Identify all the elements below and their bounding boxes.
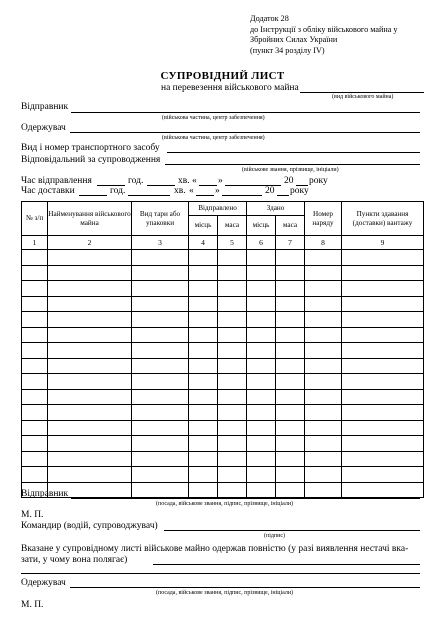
table-cell[interactable] bbox=[247, 358, 276, 374]
table-cell[interactable] bbox=[189, 281, 218, 297]
header-delivered-mass: маса bbox=[276, 216, 305, 236]
table-cell[interactable] bbox=[132, 343, 189, 359]
table-cell[interactable] bbox=[132, 265, 189, 281]
table-cell[interactable] bbox=[48, 281, 132, 297]
table-cell[interactable] bbox=[247, 451, 276, 467]
table-cell[interactable] bbox=[342, 482, 424, 498]
header-points: Пункти здавання (доставки) вантажу bbox=[342, 202, 424, 236]
table-cell[interactable] bbox=[189, 312, 218, 328]
escort-field[interactable] bbox=[165, 164, 420, 165]
table-cell[interactable] bbox=[247, 436, 276, 452]
table-cell[interactable] bbox=[218, 312, 247, 328]
table-cell[interactable] bbox=[247, 374, 276, 390]
table-cell[interactable] bbox=[276, 389, 305, 405]
statement-line1: Вказане у супровідному листі військове майно одержав повністю (у разі виявлення нестачі вка- bbox=[21, 544, 409, 554]
column-number: 5 bbox=[218, 236, 247, 250]
delivery-minute-field[interactable] bbox=[128, 195, 170, 196]
document-title: СУПРОВІДНИЙ ЛИСТ bbox=[160, 70, 285, 82]
table-cell[interactable] bbox=[276, 343, 305, 359]
property-type-field[interactable] bbox=[300, 92, 424, 93]
table-cell[interactable] bbox=[132, 389, 189, 405]
statement-field[interactable] bbox=[153, 564, 420, 565]
table-cell[interactable] bbox=[22, 312, 48, 328]
quote-close: » bbox=[215, 186, 220, 196]
column-number: 7 bbox=[276, 236, 305, 250]
table-cell[interactable] bbox=[48, 405, 132, 421]
header-delivered: Здано bbox=[247, 202, 305, 216]
table-cell[interactable] bbox=[305, 358, 342, 374]
table-cell[interactable] bbox=[22, 451, 48, 467]
table-cell[interactable] bbox=[218, 389, 247, 405]
table-cell[interactable] bbox=[132, 405, 189, 421]
table-row bbox=[22, 405, 424, 421]
table-cell[interactable] bbox=[276, 281, 305, 297]
footer-sender-hint: (посада, військове звання, підпис, прізвище, ініціали) bbox=[156, 501, 294, 507]
table-cell[interactable] bbox=[22, 327, 48, 343]
table-cell[interactable] bbox=[276, 327, 305, 343]
table-cell[interactable] bbox=[48, 343, 132, 359]
quote-open: « bbox=[189, 186, 194, 196]
appendix-line: Збройних Силах України bbox=[250, 35, 338, 44]
table-cell[interactable] bbox=[247, 265, 276, 281]
header-name: Найменування військового майна bbox=[48, 202, 132, 236]
column-number: 2 bbox=[48, 236, 132, 250]
column-number: 8 bbox=[305, 236, 342, 250]
delivery-month-field[interactable] bbox=[222, 195, 262, 196]
table-cell[interactable] bbox=[132, 482, 189, 498]
table-cell[interactable] bbox=[48, 467, 132, 483]
minute-label: хв. bbox=[178, 176, 190, 186]
table-cell[interactable] bbox=[305, 265, 342, 281]
departure-label: Час відправлення bbox=[21, 176, 92, 186]
table-cell[interactable] bbox=[189, 482, 218, 498]
table-cell[interactable] bbox=[342, 312, 424, 328]
delivery-label: Час доставки bbox=[21, 186, 75, 196]
appendix-line: Додаток 28 bbox=[250, 14, 289, 23]
table-row bbox=[22, 451, 424, 467]
table-cell[interactable] bbox=[189, 250, 218, 266]
table-cell[interactable] bbox=[22, 405, 48, 421]
quote-open: « bbox=[192, 176, 197, 186]
table-row bbox=[22, 467, 424, 483]
table-row bbox=[22, 436, 424, 452]
receiver-hint: (військова частина, центр забезпечення) bbox=[162, 135, 265, 141]
table-cell[interactable] bbox=[276, 374, 305, 390]
table-cell[interactable] bbox=[342, 436, 424, 452]
delivery-day-field[interactable] bbox=[196, 195, 214, 196]
table-cell[interactable] bbox=[22, 265, 48, 281]
table-cell[interactable] bbox=[132, 374, 189, 390]
footer-receiver-field[interactable] bbox=[70, 587, 420, 588]
table-cell[interactable] bbox=[189, 358, 218, 374]
table-cell[interactable] bbox=[342, 343, 424, 359]
table-row bbox=[22, 482, 424, 498]
table-cell[interactable] bbox=[189, 436, 218, 452]
table-cell[interactable] bbox=[342, 374, 424, 390]
table-cell[interactable] bbox=[276, 405, 305, 421]
header-sent: Відправлено bbox=[189, 202, 247, 216]
year-label: року bbox=[309, 176, 328, 186]
footer-receiver-hint: (посада, військове звання, підпис, прізвище, ініціали) bbox=[156, 590, 294, 596]
table-cell[interactable] bbox=[276, 265, 305, 281]
table-cell[interactable] bbox=[22, 281, 48, 297]
table-cell[interactable] bbox=[189, 296, 218, 312]
statement-line2: зати, у чому вона полягає) bbox=[21, 555, 128, 565]
table-cell[interactable] bbox=[22, 420, 48, 436]
table-cell[interactable] bbox=[342, 327, 424, 343]
table-cell[interactable] bbox=[218, 250, 247, 266]
table-cell[interactable] bbox=[132, 420, 189, 436]
table-cell[interactable] bbox=[276, 312, 305, 328]
table-row bbox=[22, 389, 424, 405]
property-type-hint: (вид військового майна) bbox=[332, 94, 394, 100]
year-prefix: 20 bbox=[265, 186, 275, 196]
table-cell[interactable] bbox=[22, 436, 48, 452]
stamp-place-label: М. П. bbox=[21, 510, 44, 520]
table-cell[interactable] bbox=[247, 296, 276, 312]
table-cell[interactable] bbox=[276, 296, 305, 312]
table-cell[interactable] bbox=[218, 482, 247, 498]
table-cell[interactable] bbox=[218, 436, 247, 452]
table-row bbox=[22, 296, 424, 312]
table-cell[interactable] bbox=[247, 482, 276, 498]
delivery-hour-field[interactable] bbox=[79, 195, 107, 196]
commander-hint: (підпис) bbox=[264, 533, 286, 539]
footer-sender-label: Відправник bbox=[21, 489, 69, 499]
table-cell[interactable] bbox=[132, 296, 189, 312]
table-cell[interactable] bbox=[305, 327, 342, 343]
table-cell[interactable] bbox=[48, 250, 132, 266]
table-cell[interactable] bbox=[48, 420, 132, 436]
delivery-year-field[interactable] bbox=[277, 195, 289, 196]
table-cell[interactable] bbox=[305, 482, 342, 498]
column-number: 3 bbox=[132, 236, 189, 250]
table-row bbox=[22, 358, 424, 374]
table-cell[interactable] bbox=[305, 436, 342, 452]
table-cell[interactable] bbox=[132, 451, 189, 467]
table-cell[interactable] bbox=[276, 467, 305, 483]
table-cell[interactable] bbox=[247, 250, 276, 266]
table-cell[interactable] bbox=[48, 389, 132, 405]
header-sent-places: місць bbox=[189, 216, 218, 236]
table-cell[interactable] bbox=[48, 358, 132, 374]
table-cell[interactable] bbox=[276, 482, 305, 498]
table-cell[interactable] bbox=[342, 281, 424, 297]
footer-sender-field[interactable] bbox=[71, 498, 420, 499]
column-number: 1 bbox=[22, 236, 48, 250]
table-cell[interactable] bbox=[342, 358, 424, 374]
table-row bbox=[22, 374, 424, 390]
cargo-table bbox=[21, 201, 424, 498]
table-cell[interactable] bbox=[48, 451, 132, 467]
receiver-field[interactable] bbox=[70, 132, 420, 133]
table-cell[interactable] bbox=[247, 281, 276, 297]
table-cell[interactable] bbox=[132, 436, 189, 452]
header-order: Номер наряду bbox=[305, 202, 342, 236]
departure-minute-field[interactable] bbox=[147, 185, 175, 186]
statement-extra-field[interactable] bbox=[21, 573, 420, 574]
table-cell[interactable] bbox=[189, 389, 218, 405]
header-sent-mass: маса bbox=[218, 216, 247, 236]
table-row bbox=[22, 343, 424, 359]
stamp-place-label-2: М. П. bbox=[21, 600, 44, 610]
table-row bbox=[22, 312, 424, 328]
table-cell[interactable] bbox=[218, 467, 247, 483]
table-cell[interactable] bbox=[276, 250, 305, 266]
table-cell[interactable] bbox=[342, 296, 424, 312]
table-cell[interactable] bbox=[218, 451, 247, 467]
table-cell[interactable] bbox=[189, 420, 218, 436]
header-pack: Вид тари або упаковки bbox=[132, 202, 189, 236]
table-cell[interactable] bbox=[342, 250, 424, 266]
table-cell[interactable] bbox=[218, 420, 247, 436]
table-cell[interactable] bbox=[276, 358, 305, 374]
table-cell[interactable] bbox=[189, 374, 218, 390]
footer-receiver-label: Одержувач bbox=[21, 578, 66, 588]
table-row bbox=[22, 265, 424, 281]
table-cell[interactable] bbox=[22, 296, 48, 312]
table-cell[interactable] bbox=[218, 405, 247, 421]
escort-label: Відповідальний за супроводження bbox=[21, 155, 161, 165]
appendix-line: до Інструкції з обліку військового майна у bbox=[250, 24, 398, 34]
table-cell[interactable] bbox=[132, 358, 189, 374]
table-cell[interactable] bbox=[218, 327, 247, 343]
table-cell[interactable] bbox=[48, 436, 132, 452]
table-cell[interactable] bbox=[189, 265, 218, 281]
table-row bbox=[22, 327, 424, 343]
table-row bbox=[22, 250, 424, 266]
year-prefix: 20 bbox=[284, 176, 294, 186]
table-cell[interactable] bbox=[48, 265, 132, 281]
table-cell[interactable] bbox=[22, 250, 48, 266]
column-number: 4 bbox=[189, 236, 218, 250]
table-cell[interactable] bbox=[189, 343, 218, 359]
table-cell[interactable] bbox=[342, 405, 424, 421]
sender-hint: (військова частина, центр забезпечення) bbox=[162, 115, 265, 121]
table-cell[interactable] bbox=[189, 451, 218, 467]
table-cell[interactable] bbox=[218, 296, 247, 312]
table-cell[interactable] bbox=[342, 265, 424, 281]
table-row bbox=[22, 281, 424, 297]
table-cell[interactable] bbox=[22, 358, 48, 374]
table-cell[interactable] bbox=[48, 374, 132, 390]
table-cell[interactable] bbox=[305, 374, 342, 390]
table-cell[interactable] bbox=[342, 389, 424, 405]
table-cell[interactable] bbox=[22, 467, 48, 483]
table-cell[interactable] bbox=[218, 358, 247, 374]
table-cell[interactable] bbox=[305, 389, 342, 405]
table-cell[interactable] bbox=[247, 327, 276, 343]
table-cell[interactable] bbox=[305, 343, 342, 359]
table-cell[interactable] bbox=[247, 420, 276, 436]
table-cell[interactable] bbox=[247, 343, 276, 359]
table-cell[interactable] bbox=[22, 374, 48, 390]
table-cell[interactable] bbox=[342, 420, 424, 436]
commander-field[interactable] bbox=[164, 530, 420, 531]
table-cell[interactable] bbox=[132, 312, 189, 328]
table-cell[interactable] bbox=[189, 467, 218, 483]
commander-label: Командир (водій, супроводжувач) bbox=[21, 521, 158, 531]
table-cell[interactable] bbox=[247, 467, 276, 483]
table-cell[interactable] bbox=[218, 343, 247, 359]
sender-label: Відправник bbox=[21, 102, 69, 112]
table-cell[interactable] bbox=[132, 281, 189, 297]
table-cell[interactable] bbox=[276, 420, 305, 436]
table-cell[interactable] bbox=[132, 250, 189, 266]
table-cell[interactable] bbox=[132, 467, 189, 483]
escort-hint: (військове звання, прізвище, ініціали) bbox=[242, 167, 339, 173]
table-cell[interactable] bbox=[22, 343, 48, 359]
sender-field[interactable] bbox=[71, 112, 420, 113]
table-cell[interactable] bbox=[305, 312, 342, 328]
quote-close: » bbox=[218, 176, 223, 186]
table-cell[interactable] bbox=[305, 281, 342, 297]
minute-label: хв. bbox=[174, 186, 186, 196]
table-cell[interactable] bbox=[276, 436, 305, 452]
table-cell[interactable] bbox=[48, 296, 132, 312]
table-cell[interactable] bbox=[247, 389, 276, 405]
table-cell[interactable] bbox=[22, 389, 48, 405]
table-cell[interactable] bbox=[218, 281, 247, 297]
table-cell[interactable] bbox=[218, 374, 247, 390]
column-number: 9 bbox=[342, 236, 424, 250]
hour-label: год. bbox=[128, 176, 144, 186]
table-cell[interactable] bbox=[342, 467, 424, 483]
table-cell[interactable] bbox=[189, 405, 218, 421]
table-cell[interactable] bbox=[247, 405, 276, 421]
hour-label: год. bbox=[110, 186, 126, 196]
table-cell[interactable] bbox=[218, 265, 247, 281]
vehicle-label: Вид і номер транспортного засобу bbox=[21, 143, 160, 153]
table-cell[interactable] bbox=[305, 296, 342, 312]
table-cell[interactable] bbox=[305, 405, 342, 421]
table-cell[interactable] bbox=[305, 467, 342, 483]
vehicle-field[interactable] bbox=[167, 152, 420, 153]
table-cell[interactable] bbox=[342, 451, 424, 467]
document-subtitle: на перевезення військового майна bbox=[161, 83, 299, 93]
table-cell[interactable] bbox=[247, 312, 276, 328]
header-delivered-places: місць bbox=[247, 216, 276, 236]
table-cell[interactable] bbox=[48, 312, 132, 328]
table-cell[interactable] bbox=[305, 420, 342, 436]
appendix-note bbox=[250, 14, 398, 56]
receiver-label: Одержувач bbox=[21, 123, 66, 133]
table-row bbox=[22, 420, 424, 436]
header-number: № з/п bbox=[22, 202, 48, 236]
year-label: року bbox=[290, 186, 309, 196]
table-cell[interactable] bbox=[132, 327, 189, 343]
table-cell[interactable] bbox=[189, 327, 218, 343]
table-cell[interactable] bbox=[276, 451, 305, 467]
table-cell[interactable] bbox=[305, 451, 342, 467]
appendix-line: (пункт 34 розділу IV) bbox=[250, 45, 325, 55]
column-number: 6 bbox=[247, 236, 276, 250]
table-cell[interactable] bbox=[48, 327, 132, 343]
table-cell[interactable] bbox=[305, 250, 342, 266]
